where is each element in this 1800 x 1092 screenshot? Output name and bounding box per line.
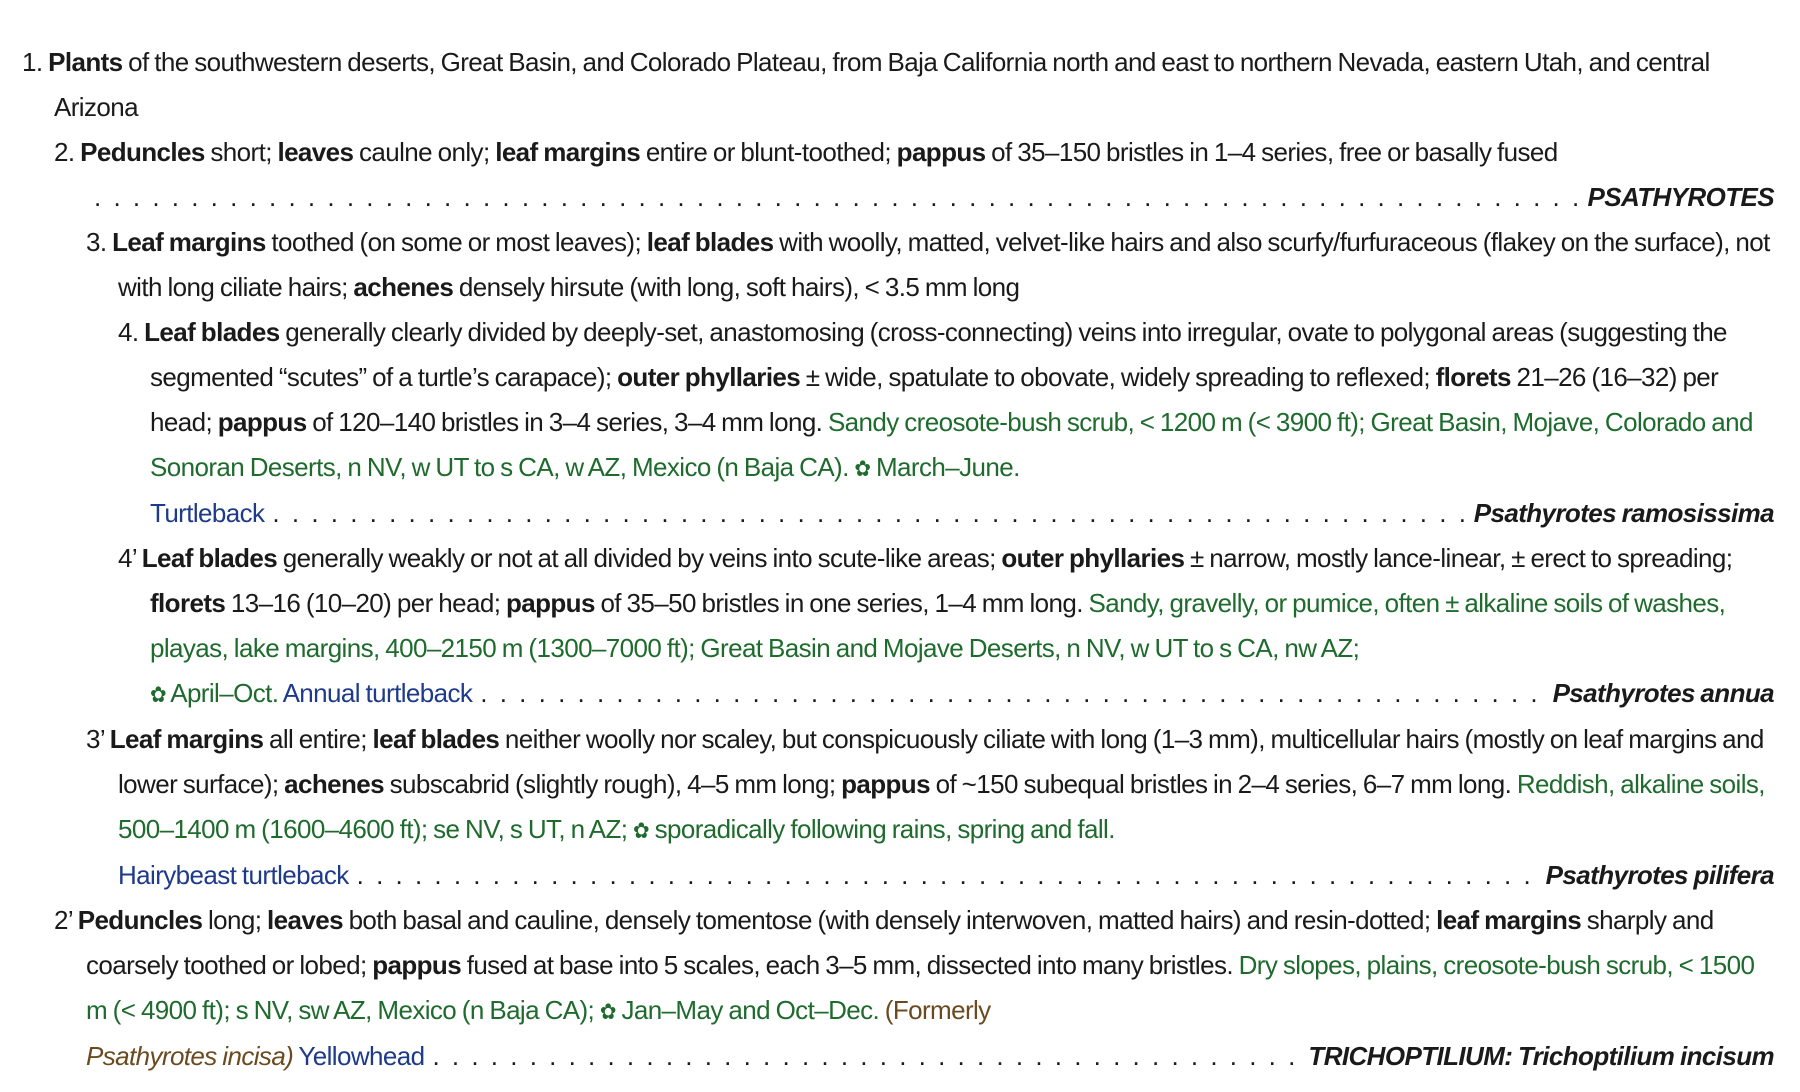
couplet-number: 4.: [118, 317, 139, 347]
leader-line: [150, 491, 1774, 536]
dot-leader: [480, 671, 1544, 716]
description: both basal and cauline, densely tomentose (with densely interwoven, matted hairs) and resin-dotted;: [348, 905, 1431, 935]
term: pappus: [217, 407, 307, 437]
couplet-2-prime: [54, 898, 1774, 1079]
term: Peduncles: [77, 905, 203, 935]
flower-icon: ✿: [633, 818, 649, 843]
phenology-text: Jan–May and Oct–Dec.: [621, 995, 880, 1025]
taxon-name: PSATHYROTES: [1587, 182, 1774, 212]
term: leaf margins: [1436, 905, 1582, 935]
description: entire or blunt-toothed;: [645, 137, 892, 167]
habitat-text: Dry slopes, plains, creosote-bush scrub, < 1500 m (< 4900 ft); s NV, sw AZ, Mexico (n Baja CA);: [86, 950, 1755, 1025]
dot-leader: [272, 491, 1465, 536]
term: leaf blades: [646, 227, 774, 257]
habitat-text: Sandy, gravelly, or pumice, often ± alkaline soils of washes, playas, lake margins, 400–2150 m (1300–7000 ft); Great Basin and Mojave Deserts, n NV, w UT to s CA, nw AZ;: [150, 588, 1726, 663]
term: Leaf blades: [144, 317, 280, 347]
description: 13–16 (10–20) per head;: [230, 588, 501, 618]
phenology-text: sporadically following rains, spring and fall.: [654, 814, 1115, 844]
term: pappus: [841, 769, 930, 799]
term: pappus: [372, 950, 462, 980]
term: achenes: [353, 272, 454, 302]
description: 21–26 (16–32) per head;: [150, 362, 1719, 437]
leader-prefix: [86, 1034, 424, 1079]
term: outer phyllaries: [1001, 543, 1185, 573]
term: leaf margins: [495, 137, 641, 167]
common-name: Hairybeast turtleback: [118, 860, 349, 890]
description: all entire;: [268, 724, 367, 754]
couplet-3-prime: [86, 717, 1774, 898]
description: generally weakly or not at all divided by veins into scute-like areas;: [282, 543, 996, 573]
description: with woolly, matted, velvet-like hairs and also scurfy/furfuraceous (flakey on the surface), not with long ciliate hairs;: [118, 227, 1770, 302]
taxon-name: Psathyrotes pilifera: [1545, 860, 1774, 890]
term: Leaf margins: [112, 227, 266, 257]
taxon-name: [1308, 1034, 1774, 1079]
habitat-text: Sandy creosote-bush scrub, < 1200 m (< 3900 ft); Great Basin, Mojave, Colorado and Sonoran Deserts, n NV, w UT to s CA, w AZ, Mexico (n Baja CA).: [150, 407, 1753, 482]
genus-name: TRICHOPTILIUM:: [1308, 1041, 1513, 1071]
description: of 35–50 bristles in one series, 1–4 mm long.: [600, 588, 1083, 618]
common-name: Annual turtleback: [282, 678, 473, 708]
term: florets: [1435, 362, 1511, 392]
description: densely hirsute (with long, soft hairs), < 3.5 mm long: [458, 272, 1020, 302]
common-name: Turtleback: [150, 498, 265, 528]
term: achenes: [284, 769, 384, 799]
term: florets: [150, 588, 226, 618]
dot-leader: [94, 175, 1580, 220]
description: short;: [210, 137, 272, 167]
term: leaf blades: [372, 724, 500, 754]
couplet-4-prime: [118, 536, 1774, 717]
couplet-3: [86, 220, 1774, 310]
description: subscabrid (slightly rough), 4–5 mm long;: [389, 769, 836, 799]
term: pappus: [505, 588, 595, 618]
formerly-note: (Formerly: [884, 995, 991, 1025]
phenology-text: March–June.: [876, 452, 1020, 482]
couplet-number: 2.: [54, 137, 75, 167]
flower-icon: ✿: [150, 682, 166, 707]
flower-icon: ✿: [854, 456, 871, 481]
couplet-4: [118, 310, 1774, 536]
leader-line: [86, 175, 1774, 220]
term: pappus: [896, 137, 986, 167]
couplet-number: 3’: [86, 724, 105, 754]
description: generally clearly divided by deeply-set, anastomosing (cross-connecting) veins into irregular, ovate to polygonal areas (suggesting the segmented “scutes” of a turtle’s carapace);: [150, 317, 1727, 392]
description: long;: [207, 905, 262, 935]
phenology-text: April–Oct.: [170, 678, 279, 708]
description: neither woolly nor scaley, but conspicuously ciliate with long (1–3 mm), multicellular hairs (mostly on leaf margins and lower surface);: [118, 724, 1764, 799]
leader-line: [86, 1034, 1774, 1079]
leader-line: [118, 853, 1774, 898]
couplet-1: [22, 40, 1774, 130]
couplet-number: 3.: [86, 227, 107, 257]
term: Peduncles: [80, 137, 205, 167]
term: leaves: [277, 137, 354, 167]
term: leaves: [267, 905, 343, 935]
description: sharply and coarsely toothed or lobed;: [86, 905, 1714, 980]
species-name: Trichoptilium incisum: [1517, 1041, 1774, 1071]
description: fused at base into 5 scales, each 3–5 mm, dissected into many bristles.: [466, 950, 1233, 980]
lead-term: Plants: [48, 47, 123, 77]
description: of 35–150 bristles in 1–4 series, free or basally fused: [991, 137, 1558, 167]
couplet-text: of the southwestern deserts, Great Basin, and Colorado Plateau, from Baja California north and east to northern Nevada, eastern Utah, and central Arizona: [54, 47, 1710, 122]
description: caulne only;: [359, 137, 490, 167]
couplet-number: 4’: [118, 543, 137, 573]
term: outer phyllaries: [617, 362, 801, 392]
dot-leader: [432, 1034, 1300, 1079]
flower-icon: ✿: [599, 999, 616, 1024]
description: ± wide, spatulate to obovate, widely spreading to reflexed;: [805, 362, 1430, 392]
taxon-name: Psathyrotes ramosissima: [1473, 498, 1774, 528]
description: of ~150 subequal bristles in 2–4 series, 6–7 mm long.: [935, 769, 1512, 799]
common-name: Yellowhead: [298, 1041, 425, 1071]
former-name: Psathyrotes incisa): [86, 1041, 294, 1071]
term: Leaf blades: [141, 543, 278, 573]
couplet-number: 1.: [22, 47, 43, 77]
dot-leader: [357, 853, 1538, 898]
couplet-2: [54, 130, 1774, 220]
dichotomous-key: [22, 40, 1774, 1079]
couplet-number: 2’: [54, 905, 73, 935]
habitat-text: Reddish, alkaline soils, 500–1400 m (1600–4600 ft); se NV, s UT, n AZ;: [118, 769, 1765, 844]
taxon-name: Psathyrotes annua: [1552, 678, 1774, 708]
leader-line: [150, 671, 1774, 717]
term: Leaf margins: [109, 724, 264, 754]
description: ± narrow, mostly lance-linear, ± erect to spreading;: [1190, 543, 1733, 573]
description: toothed (on some or most leaves);: [271, 227, 642, 257]
description: of 120–140 bristles in 3–4 series, 3–4 mm long.: [312, 407, 823, 437]
leader-prefix: [150, 671, 472, 717]
